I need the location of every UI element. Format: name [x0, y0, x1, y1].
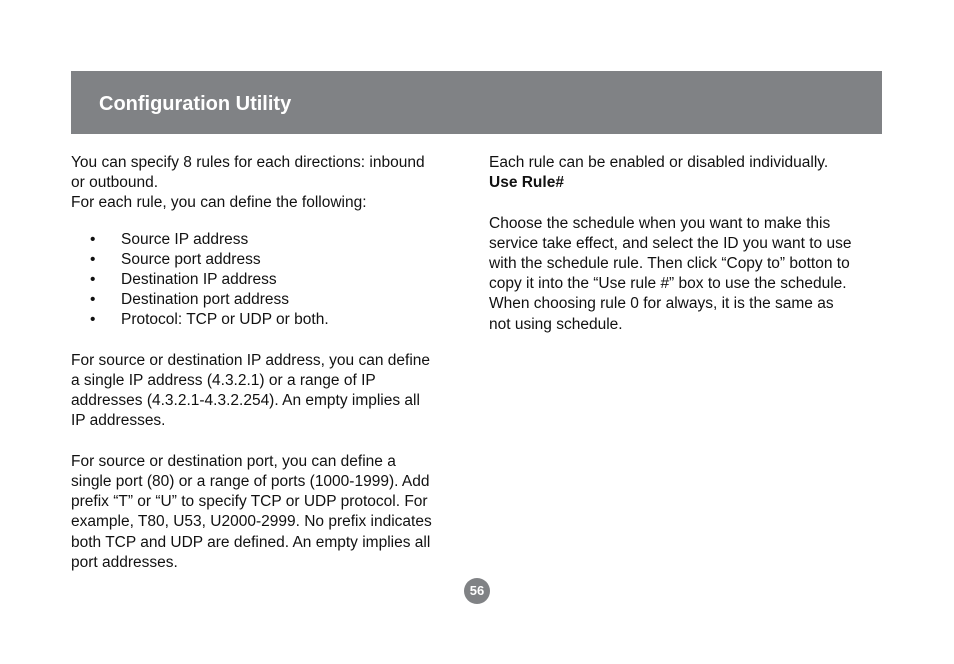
list-item [71, 290, 466, 310]
text-line: port addresses. [71, 553, 178, 571]
list-item-label: Source IP address [121, 230, 249, 248]
right-column [489, 153, 884, 335]
text-line: addresses (4.3.2.1-4.3.2.254). An empty implies all [71, 392, 420, 410]
bullet-icon: • [90, 250, 96, 268]
text-line: a single IP address (4.3.2.1) or a range of IP [71, 372, 376, 390]
list-item-label: Protocol: TCP or UDP or both. [121, 311, 329, 329]
header-bar [71, 71, 882, 134]
ip-address-paragraph [71, 351, 466, 432]
text-line: not using schedule. [489, 315, 623, 333]
text-line: prefix “T” or “U” to specify TCP or UDP protocol. For [71, 493, 428, 511]
list-item [71, 250, 466, 270]
text-line: When choosing rule 0 for always, it is the same as [489, 295, 834, 313]
text-line: both TCP and UDP are defined. An empty implies all [71, 533, 431, 551]
rule-fields-list [71, 230, 466, 331]
list-item [71, 310, 466, 330]
text-line: example, T80, U53, U2000-2999. No prefix indicates [71, 513, 432, 531]
text-line: IP addresses. [71, 412, 166, 430]
bullet-icon: • [90, 311, 96, 329]
text-line: You can specify 8 rules for each directions: inbound [71, 154, 425, 171]
bullet-icon: • [90, 271, 96, 289]
page-title: Configuration Utility [99, 93, 292, 115]
text-line: or outbound. [71, 174, 159, 192]
page-number-badge: 56 [464, 578, 490, 604]
text-line: For source or destination port, you can define a [71, 452, 396, 470]
list-item-label: Destination port address [121, 291, 290, 309]
list-item-label: Source port address [121, 250, 261, 268]
port-paragraph [71, 452, 466, 573]
text-line: service take effect, and select the ID you want to use [489, 234, 852, 252]
bullet-icon: • [90, 230, 96, 248]
text-line: copy it into the “Use rule #” box to use the schedule. [489, 275, 847, 293]
text-line: single port (80) or a range of ports (1000-1999). Add [71, 473, 430, 491]
text-line: with the schedule rule. Then click “Copy to” botton to [489, 255, 850, 272]
bullet-icon: • [90, 291, 96, 309]
left-column [71, 153, 466, 573]
intro-paragraph [71, 153, 466, 214]
use-rule-heading: Use Rule# [489, 174, 564, 192]
text-line: For each rule, you can define the following: [71, 194, 367, 212]
list-item [71, 230, 466, 250]
text-line: For source or destination IP address, you can define [71, 351, 431, 369]
text-line: Choose the schedule when you want to make this [489, 214, 831, 232]
list-item [71, 270, 466, 290]
schedule-paragraph [489, 214, 884, 335]
list-item-label: Destination IP address [121, 271, 277, 289]
enable-disable-note: Each rule can be enabled or disabled individually. [489, 154, 829, 171]
